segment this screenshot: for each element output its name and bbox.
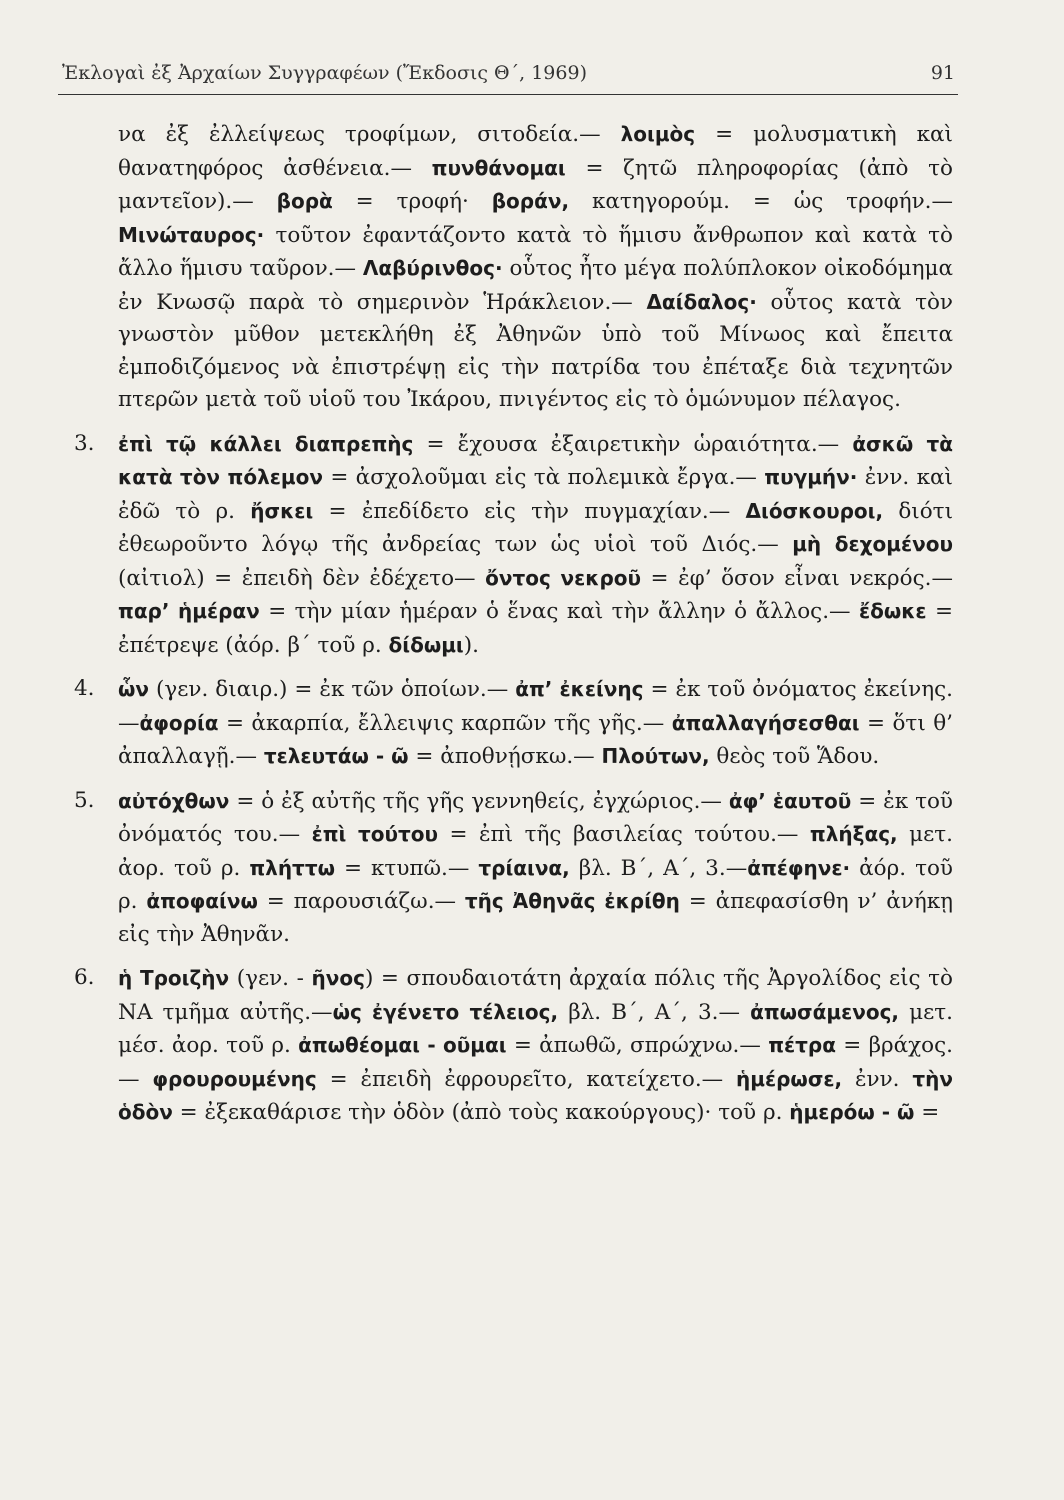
gloss-text: (αἰτιολ) = ἐπειδὴ δὲν ἐδέχετο— bbox=[118, 565, 486, 591]
glossed-term: Λαβύρινθος· bbox=[362, 256, 503, 280]
header-title: Ἐκλογαὶ ἐξ Ἀρχαίων Συγγραφέων (Ἔκδοσις Θ΄, 1969) bbox=[62, 62, 587, 84]
gloss-text: κατηγορούμ. = ὡς τροφήν.— bbox=[569, 189, 954, 214]
gloss-text: θεὸς τοῦ Ἅδου. bbox=[709, 744, 880, 769]
glossed-term: ἀφορία bbox=[139, 710, 219, 735]
glossed-term: ἐπὶ τῷ κάλλει διαπρεπὴς bbox=[118, 431, 414, 456]
gloss-text: = κτυπῶ.— bbox=[334, 855, 479, 881]
paragraph-number: 6. bbox=[74, 965, 95, 990]
gloss-text: = ὅτι θ’ ἀπαλλαγῇ.— bbox=[118, 710, 953, 769]
glossed-term: φρουρουμένης bbox=[152, 1066, 317, 1091]
glossed-term: ὧν bbox=[118, 677, 150, 701]
gloss-text: = τὴν μίαν ἡμέραν ὁ ἕνας καὶ τὴν ἄλλην ὁ ἄλλος.— bbox=[259, 599, 859, 624]
gloss-text: = ἀσχολοῦμαι εἰς τὰ πολεμικὰ ἔργα.— bbox=[322, 465, 765, 490]
glossed-term: πυγμήν· bbox=[764, 465, 858, 489]
glossed-term: ἀπωθέομαι - οῦμαι bbox=[298, 1033, 507, 1057]
gloss-text: = ἐκ τοῦ ὀνόματός του.— bbox=[118, 788, 953, 847]
gloss-paragraph bbox=[74, 962, 954, 1130]
gloss-text: = ἐκ τοῦ ὀνόματος ἐκείνης.— bbox=[118, 677, 953, 736]
gloss-text: (γεν. - bbox=[229, 966, 312, 991]
glossed-term: ἤσκει bbox=[250, 498, 314, 523]
gloss-text: = ἐπεδίδετο εἰς τὴν πυγμαχίαν.— bbox=[313, 498, 746, 524]
glossed-term: Μινώταυρος· bbox=[118, 222, 265, 247]
gloss-paragraph bbox=[118, 118, 953, 417]
glossed-term: αὐτόχθων bbox=[118, 788, 230, 813]
gloss-text: βλ. Β΄, Α΄, 3.— bbox=[569, 855, 748, 881]
gloss-text: τοῦτον ἐφαντάζοντο κατὰ τὸ ἥμισυ ἄνθρωπον καὶ κατὰ τὸ ἄλλο ἥμισυ ταῦρον.— bbox=[118, 222, 953, 281]
header-rule bbox=[58, 94, 958, 95]
glossed-term: ἐπὶ τούτου bbox=[311, 822, 438, 846]
gloss-text: διότι ἐθεωροῦντο λόγῳ τῆς ἀνδρείας των ὡς υἱοὶ τοῦ Διός.— bbox=[118, 498, 953, 557]
paragraph-number: 5. bbox=[74, 787, 95, 813]
gloss-text: μετ. μέσ. ἀορ. τοῦ ρ. bbox=[118, 999, 953, 1058]
gloss-text: ἐνν. καὶ ἐδῶ τὸ ρ. bbox=[118, 465, 953, 524]
page-number: 91 bbox=[930, 62, 955, 84]
gloss-text: = ἐφ’ ὅσον εἶναι νεκρός.— bbox=[641, 565, 953, 591]
gloss-text: ). bbox=[463, 632, 479, 658]
gloss-text: οὗτος κατὰ τὸν γνωστὸν μῦθον μετεκλήθη ἐξ Ἀθηνῶν ὑπὸ τοῦ Μίνωος καὶ ἔπειτα ἐμποδιζόμενος νὰ ἐπιστρέψῃ εἰς τὴν πατρίδα του ἐπέταξε διὰ τεχνητῶν πτερῶν μετὰ τοῦ υἱοῦ του Ἰκάρου, πνιγέντος εἰς τὸ ὁμώνυμον πέλαγος. bbox=[118, 289, 953, 412]
gloss-text: = ἐπὶ τῆς βασιλείας τούτου.— bbox=[438, 822, 810, 847]
gloss-text: = bbox=[914, 1100, 940, 1125]
gloss-text: = βράχος.— bbox=[118, 1033, 954, 1092]
glossed-term: ἀπ’ ἐκείνης bbox=[515, 677, 644, 701]
glossed-term: Πλούτων, bbox=[601, 744, 710, 768]
gloss-text: μετ. ἀορ. τοῦ ρ. bbox=[118, 822, 953, 881]
glossed-term: ὄντος νεκροῦ bbox=[485, 565, 642, 590]
glossed-term: τὴν ὁδὸν bbox=[118, 1066, 953, 1124]
glossed-term: πλήττω bbox=[249, 855, 335, 880]
glossed-term: ἀπαλλαγήσεσθαι bbox=[671, 710, 860, 735]
gloss-text: = ἐπέτρεψε (ἀόρ. β΄ τοῦ ρ. bbox=[118, 599, 953, 658]
gloss-paragraph bbox=[74, 673, 953, 774]
gloss-text: = ἐξεκαθάρισε τὴν ὁδὸν (ἀπὸ τοὺς κακούργους)· τοῦ ρ. bbox=[172, 1100, 790, 1125]
glossed-term: τρίαινα, bbox=[478, 855, 570, 880]
running-header bbox=[62, 62, 955, 84]
gloss-text: (γεν. διαιρ.) = ἐκ τῶν ὁποίων.— bbox=[149, 677, 516, 702]
glossed-term: Δαίδαλος· bbox=[646, 289, 757, 314]
glossed-term: ἀφ’ ἑαυτοῦ bbox=[728, 788, 852, 813]
gloss-text: = ἀπωθῶ, σπρώχνω.— bbox=[506, 1033, 769, 1058]
glossed-term: πυνθάνομαι bbox=[431, 155, 566, 180]
glossed-term: μὴ δεχομένου bbox=[792, 532, 953, 556]
glossed-term: λοιμὸς bbox=[620, 122, 696, 146]
gloss-text: βλ. Β΄, Α΄, 3.— bbox=[558, 999, 751, 1025]
gloss-text: ἐνν. bbox=[842, 1066, 913, 1092]
glossed-term: πλήξας, bbox=[809, 822, 898, 846]
glossed-term: παρ’ ἡμέραν bbox=[118, 599, 260, 623]
gloss-text: = ἀκαρπία, ἔλλειψις καρπῶν τῆς γῆς.— bbox=[218, 710, 672, 736]
gloss-text: = παρουσιάζω.— bbox=[257, 889, 465, 914]
glossed-term: ἡ Τροιζὴν bbox=[118, 966, 230, 990]
gloss-paragraph bbox=[74, 785, 954, 952]
glossed-term: βοράν, bbox=[491, 189, 570, 213]
gloss-paragraph bbox=[74, 428, 953, 663]
gloss-text: = μολυσματικὴ καὶ θανατηφόρος ἀσθένεια.— bbox=[118, 122, 953, 181]
glossed-term: ἀπέφηνε· bbox=[747, 855, 851, 880]
glossed-term: δίδωμι bbox=[388, 632, 464, 657]
glossed-term: ἀπωσάμενος, bbox=[750, 999, 900, 1024]
glossed-term: πέτρα bbox=[768, 1033, 836, 1057]
glossed-term: βορὰ bbox=[276, 189, 333, 213]
paragraph-number: 3. bbox=[74, 430, 95, 456]
page-body bbox=[74, 118, 954, 1141]
gloss-text: ) = σπουδαιοτάτη ἀρχαία πόλις τῆς Ἀργολίδος εἰς τὸ ΝΑ τμῆμα αὐτῆς.— bbox=[118, 966, 953, 1025]
gloss-text: = ἀποθνῄσκω.— bbox=[408, 744, 602, 769]
glossed-term: Διόσκουροι, bbox=[745, 498, 884, 523]
gloss-text: = ἐπειδὴ ἐφρουρεῖτο, κατείχετο.— bbox=[316, 1066, 737, 1092]
gloss-text: = ἀπεφασίσθη ν’ ἀνήκῃ εἰς τὴν Ἀθηνᾶν. bbox=[118, 889, 954, 947]
glossed-term: τῆς Ἀθηνᾶς ἐκρίθη bbox=[464, 889, 680, 913]
gloss-text: = ζητῶ πληροφορίας (ἀπὸ τὸ μαντεῖον).— bbox=[118, 155, 953, 214]
gloss-text: = ἔχουσα ἐξαιρετικὴν ὡραιότητα.— bbox=[413, 431, 853, 457]
gloss-text: ἀόρ. τοῦ ρ. bbox=[118, 855, 953, 914]
glossed-term: τελευτάω - ῶ bbox=[263, 744, 409, 768]
glossed-term: ἔδωκε bbox=[858, 599, 927, 623]
gloss-text: να ἐξ ἐλλείψεως τροφίμων, σιτοδεία.— bbox=[118, 122, 621, 147]
gloss-text: = ὁ ἐξ αὐτῆς τῆς γῆς γεννηθείς, ἐγχώριος.— bbox=[229, 788, 729, 814]
glossed-term: ὡς ἐγένετο τέλειος, bbox=[332, 999, 559, 1024]
glossed-term: ῆνος bbox=[311, 966, 365, 990]
glossed-term: ἀποφαίνω bbox=[146, 889, 258, 913]
glossed-term: ἡμέρωσε, bbox=[736, 1066, 843, 1091]
gloss-text: = τροφή· bbox=[332, 189, 492, 214]
glossed-term: ἀσκῶ τὰ κατὰ τὸν πόλεμον bbox=[118, 431, 953, 489]
paragraph-number: 4. bbox=[74, 676, 95, 701]
glossed-term: ἡμερόω - ῶ bbox=[789, 1100, 915, 1124]
gloss-text: οὗτος ἦτο μέγα πολύπλοκον οἰκοδόμημα ἐν Κνωσῷ παρὰ τὸ σημερινὸν Ἡράκλειον.— bbox=[118, 256, 953, 315]
